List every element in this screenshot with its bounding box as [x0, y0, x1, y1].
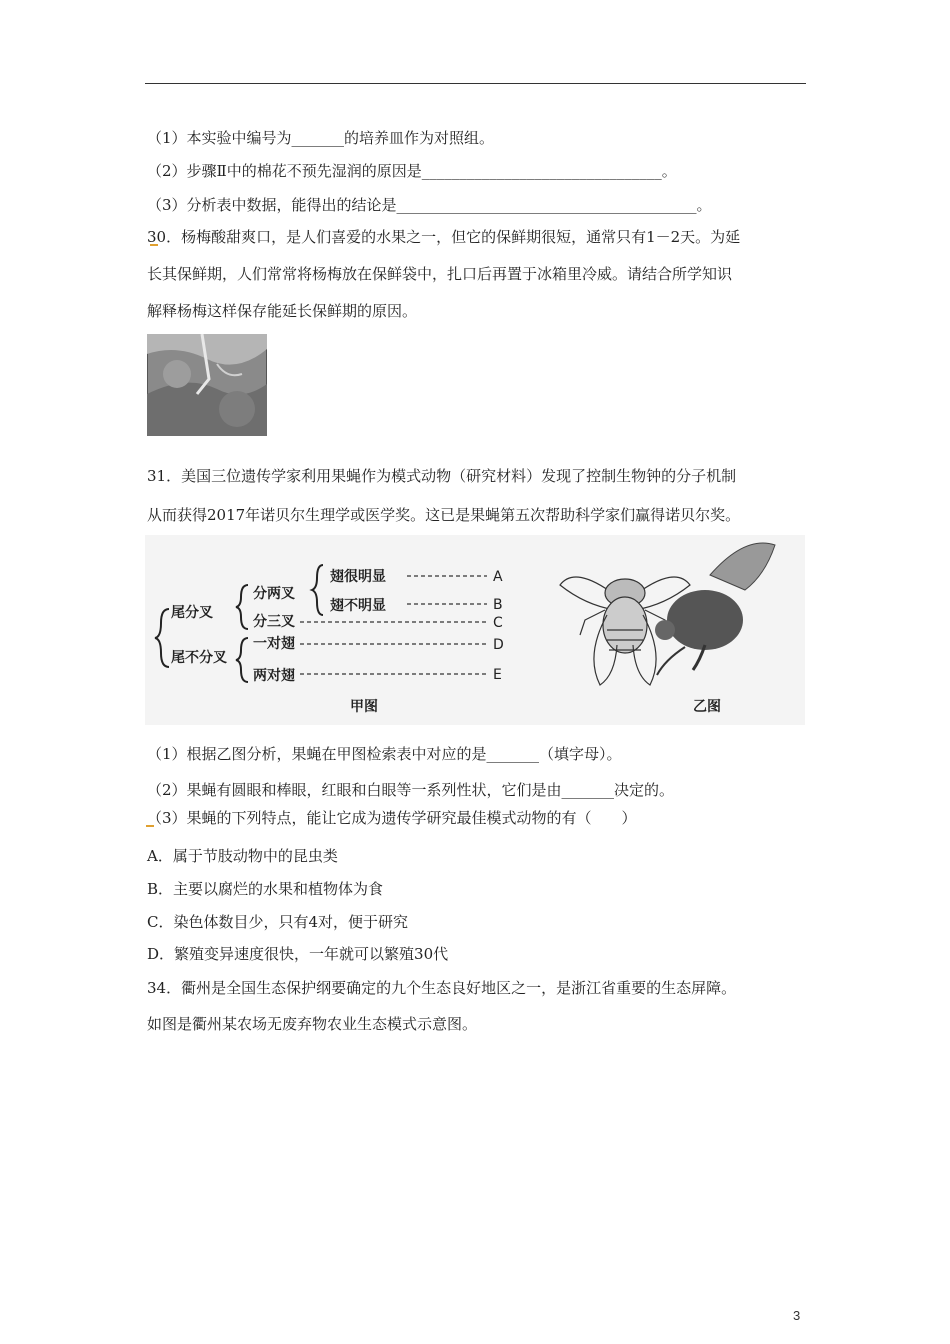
q30-line3: 解释杨梅这样保存能延长保鲜期的原因。	[147, 302, 418, 320]
key-char1: 翅很明显	[330, 569, 386, 585]
key-char2: 翅不明显	[330, 598, 386, 614]
q31-sub3: （3）果蝇的下列特点，能让它成为遗传学研究最佳模式动物的有（ ）	[147, 809, 637, 827]
q29-sub3: （3）分析表中数据，能得出的结论是________________________________________。	[147, 196, 712, 214]
q30-line1: 30．杨梅酸甜爽口，是人们喜爱的水果之一，但它的保鲜期很短，通常只有1－2天。为延	[147, 228, 741, 246]
key-branch2: 分三叉	[253, 614, 295, 630]
caption-yi: 乙图	[693, 699, 721, 715]
bayberry-photo	[147, 334, 267, 436]
fruit-fly-figure	[145, 535, 805, 725]
key-branch3: 一对翅	[253, 636, 295, 652]
q30-line2: 长其保鲜期，人们常常将杨梅放在保鲜袋中，扎口后再置于冰箱里冷威。请结合所学知识	[147, 265, 733, 283]
q29-sub1: （1）本实验中编号为_______的培养皿作为对照组。	[147, 129, 495, 147]
option-c: C．染色体数目少，只有4对，便于研究	[147, 913, 409, 931]
q34-line1: 34．衢州是全国生态保护纲要确定的九个生态良好地区之一，是浙江省重要的生态屏障。	[147, 979, 737, 997]
key-branch4: 两对翅	[253, 668, 295, 684]
key-branch1: 分两叉	[253, 586, 295, 602]
caption-jia: 甲图	[350, 699, 378, 715]
key-label-b: B	[493, 597, 503, 613]
option-d: D．繁殖变异速度很快，一年就可以繁殖30代	[147, 945, 449, 963]
q31-sub2: （2）果蝇有圆眼和棒眼，红眼和白眼等一系列性状，它们是由_______决定的。	[147, 781, 675, 799]
key-label-a: A	[493, 569, 503, 585]
q31-line2: 从而获得2017年诺贝尔生理学或医学奖。这已是果蝇第五次帮助科学家们赢得诺贝尔奖。	[147, 506, 741, 524]
q34-line2: 如图是衢州某农场无废弃物农业生态模式示意图。	[147, 1015, 478, 1033]
header-rule	[145, 83, 806, 84]
key-label-c: C	[493, 615, 503, 631]
page-number: 3	[793, 1308, 801, 1323]
q31-line1: 31．美国三位遗传学家利用果蝇作为模式动物（研究材料）发现了控制生物钟的分子机制	[147, 467, 737, 485]
key-root2: 尾不分叉	[171, 650, 227, 666]
key-root1: 尾分叉	[171, 605, 213, 621]
option-a: A．属于节肢动物中的昆虫类	[147, 847, 338, 865]
q31-sub1: （1）根据乙图分析，果蝇在甲图检索表中对应的是_______（填字母）。	[147, 745, 622, 763]
q29-sub2: （2）步骤Ⅱ中的棉花不预先湿润的原因是________________________________。	[147, 162, 677, 180]
option-b: B．主要以腐烂的水果和植物体为食	[147, 880, 384, 898]
key-label-d: D	[493, 637, 504, 653]
key-label-e: E	[493, 667, 502, 683]
